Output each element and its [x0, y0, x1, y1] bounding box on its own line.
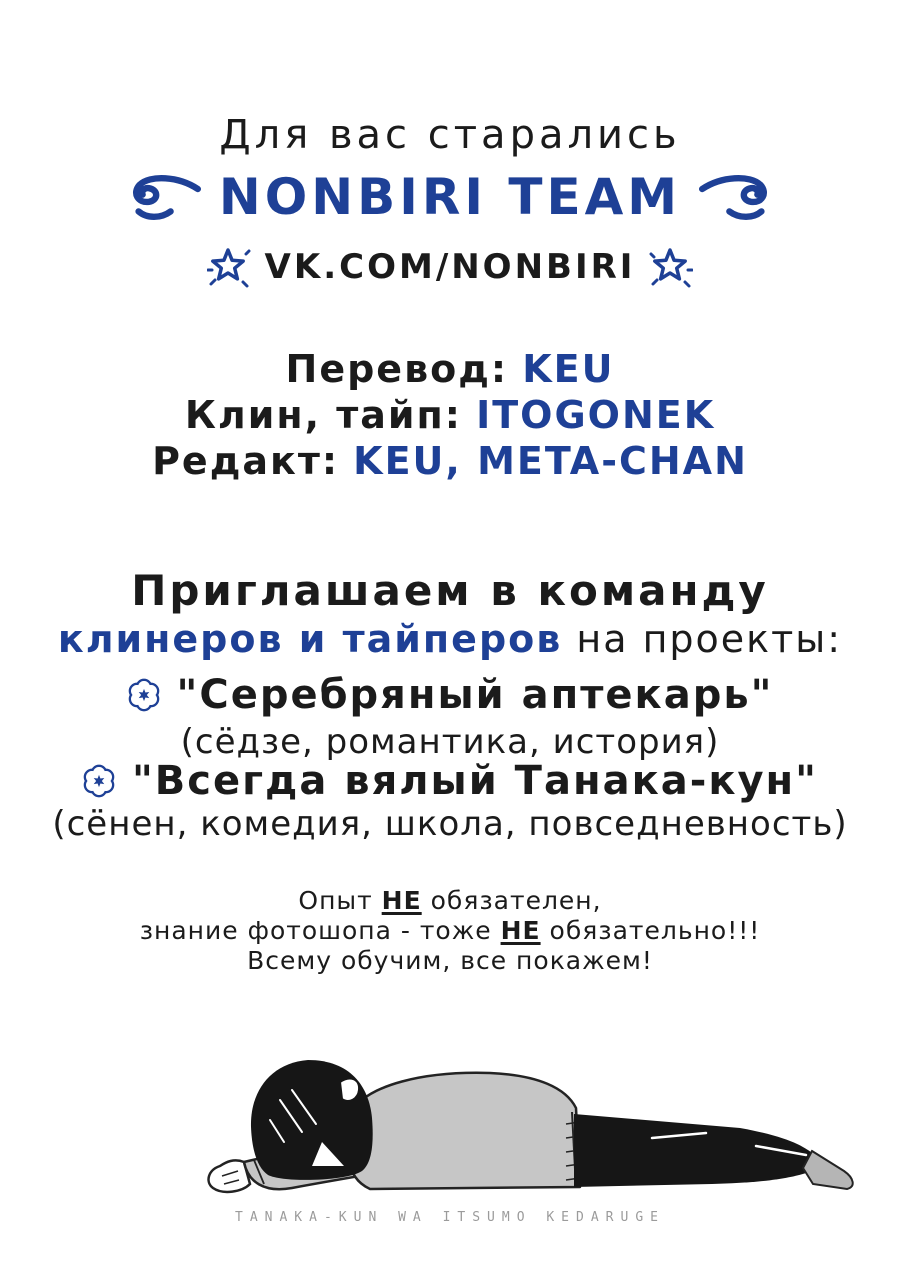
credit-role: Перевод: — [285, 347, 509, 391]
flower-bullet-icon — [127, 678, 161, 712]
project-genres: (сёдзе, романтика, история) — [180, 722, 720, 762]
swash-right-icon — [699, 171, 771, 223]
project-genres: (сёнен, комедия, школа, повседневность) — [52, 804, 848, 844]
note-text: Опыт — [298, 886, 382, 915]
note-line-1 — [0, 886, 900, 916]
recruit-note — [0, 886, 900, 976]
note-line-2 — [0, 916, 900, 946]
team-name: NONBIRI TEAM — [218, 168, 682, 226]
project-item — [0, 672, 900, 718]
series-caption: TANAKA-KUN WA ITSUMO KEDARUGE — [235, 1210, 665, 1225]
team-name-row — [0, 168, 900, 226]
note-emphasis: НЕ — [381, 886, 422, 915]
note-text: обязательно!!! — [540, 916, 761, 945]
note-line-3: Всему обучим, все покажем! — [247, 946, 653, 975]
recruit-headline: Приглашаем в команду — [131, 566, 769, 615]
vk-link-text[interactable]: VK.COM/NONBIRI — [264, 247, 636, 287]
credit-line-translation — [0, 346, 900, 392]
project-title: "Всегда вялый Танака-кун" — [131, 758, 819, 804]
credits-block — [0, 346, 900, 484]
tanaka-kun-lying-illustration — [200, 1050, 870, 1202]
sparkle-star-icon — [649, 244, 693, 290]
credit-names: KEU — [522, 347, 615, 391]
vk-link-row — [0, 244, 900, 290]
credit-role: Клин, тайп: — [184, 393, 462, 437]
note-text: обязателен, — [421, 886, 602, 915]
note-text: знание фотошопа - тоже — [139, 916, 501, 945]
note-emphasis: НЕ — [500, 916, 541, 945]
credit-role: Редакт: — [152, 439, 340, 483]
tagline-text: Для вас старались — [219, 112, 681, 158]
sparkle-star-icon — [207, 244, 251, 290]
recruit-subline — [0, 617, 900, 661]
credit-names: KEU, META-CHAN — [353, 439, 748, 483]
credit-names: ITOGONEK — [476, 393, 716, 437]
credit-line-clean-typeset — [0, 392, 900, 438]
recruit-roles-text: клинеров и тайперов — [57, 617, 563, 661]
project-item — [0, 758, 900, 804]
credit-line-edit — [0, 438, 900, 484]
flower-bullet-icon — [82, 764, 116, 798]
project-title: "Серебряный аптекарь" — [176, 672, 774, 718]
recruit-projects-text: на проекты: — [562, 617, 843, 661]
swash-left-icon — [129, 171, 201, 223]
